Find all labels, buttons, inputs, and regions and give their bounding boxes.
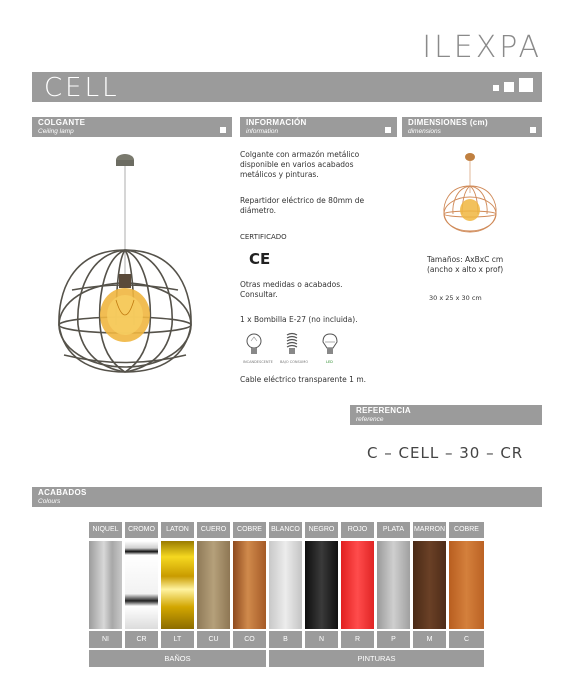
finish-code: C (449, 631, 484, 648)
finish-name: CROMO (125, 522, 158, 538)
finish-swatch-cobre-pintura (449, 541, 484, 629)
finish-code: CR (125, 631, 158, 648)
finish-code: M (413, 631, 446, 648)
finish-swatch-blanco (269, 541, 302, 629)
finish-swatch-cuero (197, 541, 230, 629)
finish-swatch-negro (305, 541, 338, 629)
referencia-sub: reference (356, 416, 384, 423)
description (240, 150, 359, 180)
informacion-square (385, 127, 391, 133)
finish-swatch-marron (413, 541, 446, 629)
finish-name: ROJO (341, 522, 374, 538)
group-pinturas: PINTURAS (269, 650, 484, 667)
finish-swatch-niquel (89, 541, 122, 629)
led-bulb-icon (321, 332, 339, 358)
finish-swatch-rojo (341, 541, 374, 629)
cable-text: Cable eléctrico transparente 1 m. (240, 375, 367, 384)
otras-text (240, 280, 343, 300)
acabados-label: ACABADOS (38, 488, 87, 497)
dimensiones-header (402, 117, 542, 137)
lamp-photo (50, 150, 200, 380)
group-banos: BAÑOS (89, 650, 266, 667)
description-line: Colgante con armazón metálico (240, 150, 360, 159)
dimensiones-label: DIMENSIONES (cm) (408, 118, 488, 127)
repartidor-line: Repartidor eléctrico de 80mm de (240, 196, 365, 205)
finish-name: CUERO (197, 522, 230, 538)
dimensiones-square (530, 127, 536, 133)
finish-name: NIQUEL (89, 522, 122, 538)
product-title-bar (32, 72, 542, 102)
dimension-lamp-image (440, 148, 500, 238)
referencia-header (350, 405, 542, 425)
ce-mark-icon: CE (249, 250, 271, 268)
title-square-large (519, 78, 533, 92)
led-caption: LED (326, 360, 333, 364)
description-line: metálicos y pinturas. (240, 170, 319, 179)
certificado-label: CERTIFICADO (240, 233, 287, 241)
finish-name: BLANCO (269, 522, 302, 538)
otras-line: Otras medidas o acabados. (240, 280, 343, 289)
finish-swatch-cobre (233, 541, 266, 629)
product-title: CELL (44, 73, 120, 103)
repartidor-line: diámetro. (240, 206, 277, 215)
tamanos-line: Tamaños: AxBxC cm (427, 255, 504, 264)
referencia-label: REFERENCIA (356, 406, 412, 415)
informacion-label: INFORMACIÓN (246, 118, 307, 127)
colgante-sub: Ceiling lamp (38, 128, 74, 135)
finish-code: NI (89, 631, 122, 648)
finish-swatch-cromo (125, 541, 158, 629)
finish-swatch-laton (161, 541, 194, 629)
finish-code: CO (233, 631, 266, 648)
otras-line: Consultar. (240, 290, 278, 299)
acabados-sub: Colours (38, 498, 61, 505)
description-line: disponible en varios acabados (240, 160, 354, 169)
title-square-medium (504, 82, 514, 92)
finish-code: R (341, 631, 374, 648)
finish-code: N (305, 631, 338, 648)
informacion-header (240, 117, 397, 137)
dimension-size: 30 x 25 x 30 cm (429, 294, 482, 302)
title-square-small (493, 85, 499, 91)
finish-code: LT (161, 631, 194, 648)
brand-logo: ILEXPA (422, 30, 542, 65)
tamanos-text (427, 255, 547, 275)
informacion-sub: information (246, 128, 279, 135)
colgante-label: COLGANTE (38, 118, 86, 127)
reference-code: C – CELL – 30 – CR (367, 444, 524, 462)
finish-name: LATON (161, 522, 194, 538)
bombilla-text: 1 x Bombilla E-27 (no incluida). (240, 315, 358, 324)
finish-name: COBRE (233, 522, 266, 538)
finish-name: MARRON (413, 522, 446, 538)
colgante-square (220, 127, 226, 133)
low-energy-caption: BAJO CONSUMO (280, 360, 309, 364)
low-energy-bulb-icon (283, 332, 301, 358)
finish-code: B (269, 631, 302, 648)
finish-name: NEGRO (305, 522, 338, 538)
dimensiones-sub: dimensions (408, 128, 441, 135)
repartidor-text (240, 196, 364, 216)
acabados-header (32, 487, 542, 507)
finish-code: P (377, 631, 410, 648)
finish-name: PLATA (377, 522, 410, 538)
finish-swatch-plata (377, 541, 410, 629)
finish-name: COBRE (449, 522, 484, 538)
incandescent-bulb-icon (245, 332, 263, 358)
finish-code: CU (197, 631, 230, 648)
colgante-header (32, 117, 232, 137)
tamanos-line: (ancho x alto x prof) (427, 265, 504, 274)
incandescent-caption: INCANDESCENTE (243, 360, 273, 364)
